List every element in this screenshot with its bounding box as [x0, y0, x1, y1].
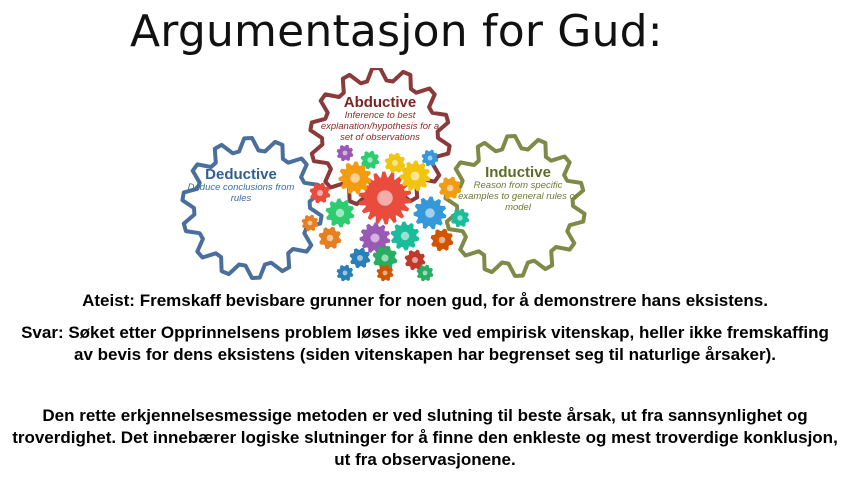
- inductive-description: Reason from specific examples to general rules or model: [458, 180, 578, 214]
- slide-title: Argumentasjon for Gud:: [130, 6, 663, 57]
- gear-hub: [343, 151, 348, 156]
- gear-hub: [357, 255, 363, 261]
- gear-hub: [392, 160, 398, 166]
- gear-hub: [336, 209, 344, 217]
- gear-hub: [411, 172, 420, 181]
- gear-hub: [428, 156, 433, 161]
- abductive-description: Inference to best explanation/hypothesis for a set of observations: [320, 110, 440, 144]
- gear-hub: [371, 234, 380, 243]
- gear-hub: [439, 237, 446, 244]
- atheist-challenge-paragraph: Ateist: Fremskaff bevisbare grunner for noen gud, for å demonstrere hans eksistens.: [82, 291, 768, 310]
- abductive-heading: Abductive: [343, 94, 417, 111]
- deductive-description: Deduce conclusions from rules: [187, 182, 295, 205]
- inductive-heading: Inductive: [485, 164, 551, 181]
- abductive-gear-label: [320, 94, 440, 144]
- deductive-heading: Deductive: [205, 166, 277, 183]
- method-paragraph: Den rette erkjennelsesmessige metoden er ved slutning til beste årsak, ut fra sannsynlighet og troverdighet. Det innebærer logiske slutninger for å finne den enkleste og mest troverdige konklusjon, ut fra observasjonene.: [12, 406, 838, 469]
- gear-hub: [308, 221, 313, 226]
- gear-hub: [383, 271, 388, 276]
- gear-hub: [327, 235, 334, 242]
- gear-hub: [377, 190, 393, 206]
- gear-hub: [367, 157, 372, 162]
- gear-hub: [343, 271, 348, 276]
- reasoning-gears-figure: [180, 68, 590, 288]
- deductive-gear-label: [186, 166, 296, 205]
- gear-hub: [425, 208, 435, 218]
- gear-hub: [381, 254, 388, 261]
- deductive-gear-icon: [182, 138, 321, 278]
- gear-hub: [412, 257, 418, 263]
- gear-hub: [447, 185, 454, 192]
- gear-hub: [457, 215, 462, 220]
- gear-hub: [423, 271, 428, 276]
- inductive-gear-label: [458, 164, 578, 214]
- gear-hub: [317, 190, 323, 196]
- answer-paragraph: Svar: Søket etter Opprinnelsens problem løses ikke ved empirisk vitenskap, heller ikke fremskaffing av bevis for dens eksistens (siden vitenskapen har begrenset seg til naturlige årsaker).: [21, 323, 829, 364]
- gear-hub: [350, 173, 360, 183]
- gear-hub: [401, 232, 409, 240]
